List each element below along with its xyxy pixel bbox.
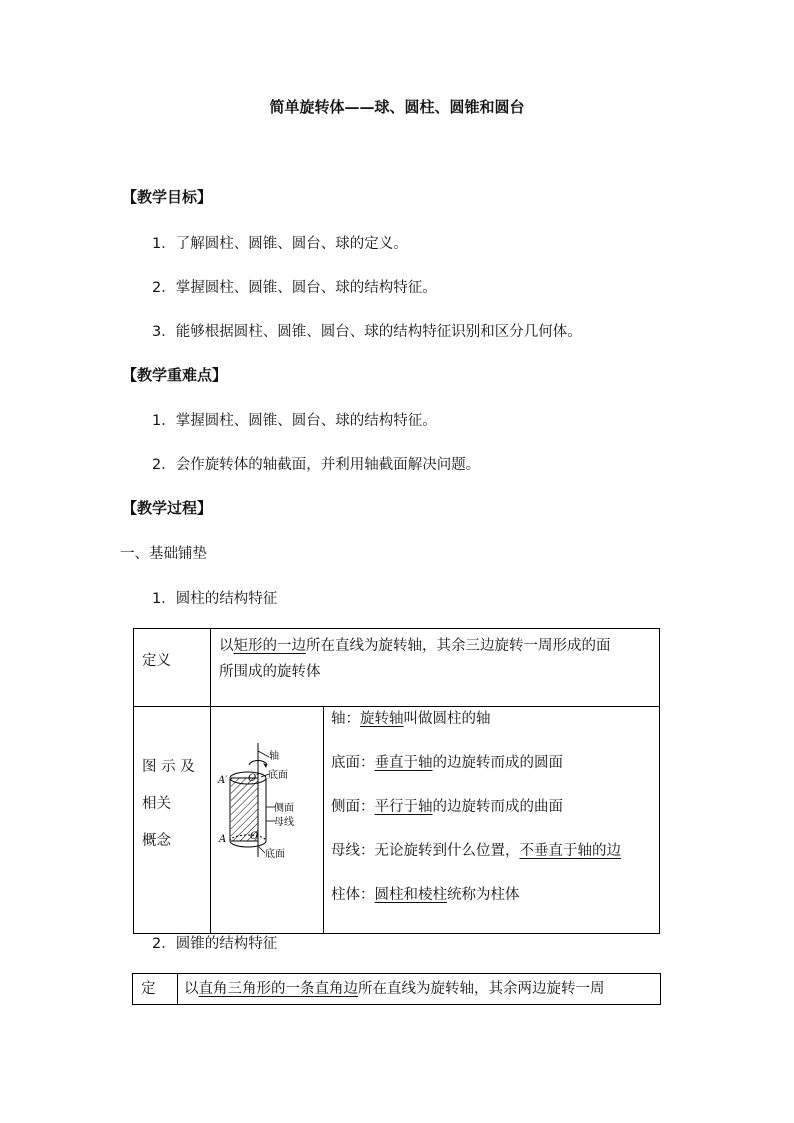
cylinder-diagram xyxy=(211,707,323,929)
bottom-ellipse-front xyxy=(230,841,266,847)
lateral-label: 侧面 xyxy=(274,803,294,814)
definition-row xyxy=(134,629,660,707)
objectives-heading: 【教学目标】 xyxy=(122,188,213,206)
objective-item: 2．掌握圆柱、圆锥、圆台、球的结构特征。 xyxy=(152,280,437,296)
key-point-item: 2．会作旋转体的轴截面，并利用轴截面解决问题。 xyxy=(152,457,481,473)
axis-leader xyxy=(258,751,269,757)
cone-definition-label: 定 xyxy=(141,981,156,997)
key-points-heading: 【教学重难点】 xyxy=(122,366,228,384)
figure-label-line: 图 示 及 xyxy=(142,759,195,775)
section-title: 一、基础铺垫 xyxy=(120,546,207,562)
bottom-base-label: 底面 xyxy=(265,849,285,860)
concept-item: 母线：无论旋转到什么位置，不垂直于轴的边 xyxy=(331,843,621,859)
cone-definition-line: 以直角三角形的一条直角边所在直线为旋转轴，其余两边旋转一周 xyxy=(184,981,605,997)
definition-text-cell xyxy=(211,629,660,707)
definition-label-cell xyxy=(134,629,211,707)
cone-underlined-term: 直角三角形的一条直角边 xyxy=(198,981,358,997)
key-point-item: 1．掌握圆柱、圆锥、圆台、球的结构特征。 xyxy=(152,413,437,429)
subsection-title: 2．圆锥的结构特征 xyxy=(152,936,278,952)
cone-definition-text-cell xyxy=(178,974,661,1005)
point-label: O′ xyxy=(248,773,259,784)
page-title: 简单旋转体——球、圆柱、圆锥和圆台 xyxy=(269,98,525,116)
cone-definition-label-cell xyxy=(133,974,178,1005)
concept-item: 底面：垂直于轴的边旋转而成的圆面 xyxy=(331,755,563,771)
concept-item: 轴：旋转轴叫做圆柱的轴 xyxy=(331,711,491,727)
figure-cell xyxy=(211,707,324,934)
objective-item: 1．了解圆柱、圆锥、圆台、球的定义。 xyxy=(152,236,408,252)
definition-label: 定义 xyxy=(142,653,171,669)
cylinder-table xyxy=(133,628,660,934)
concepts-cell xyxy=(324,707,660,934)
cone-table xyxy=(132,973,661,1005)
generatrix-label: 母线 xyxy=(274,817,294,828)
concept-item: 侧面：平行于轴的边旋转而成的曲面 xyxy=(331,799,563,815)
subsection-title: 1．圆柱的结构特征 xyxy=(152,591,278,607)
cone-definition-row xyxy=(133,974,661,1005)
figure-label-line: 相关 xyxy=(142,796,171,812)
definition-underlined-term: 矩形的一边 xyxy=(233,638,306,654)
concept-item: 柱体：圆柱和棱柱统称为柱体 xyxy=(331,887,520,903)
process-heading: 【教学过程】 xyxy=(122,499,213,517)
definition-line-1: 以矩形的一边所在直线为旋转轴，其余三边旋转一周形成的面 xyxy=(219,638,611,654)
figure-label-cell xyxy=(134,707,211,934)
figure-row xyxy=(134,707,660,934)
definition-line-2: 所围成的旋转体 xyxy=(219,664,321,680)
point-label: O xyxy=(250,831,259,842)
point-label: A xyxy=(219,834,227,845)
objective-item: 3．能够根据圆柱、圆锥、圆台、球的结构特征识别和区分几何体。 xyxy=(152,324,582,340)
point-label: A′ xyxy=(218,775,228,786)
figure-label-line: 概念 xyxy=(142,833,171,849)
top-base-label: 底面 xyxy=(268,770,288,781)
axis-label: 轴 xyxy=(269,751,279,762)
